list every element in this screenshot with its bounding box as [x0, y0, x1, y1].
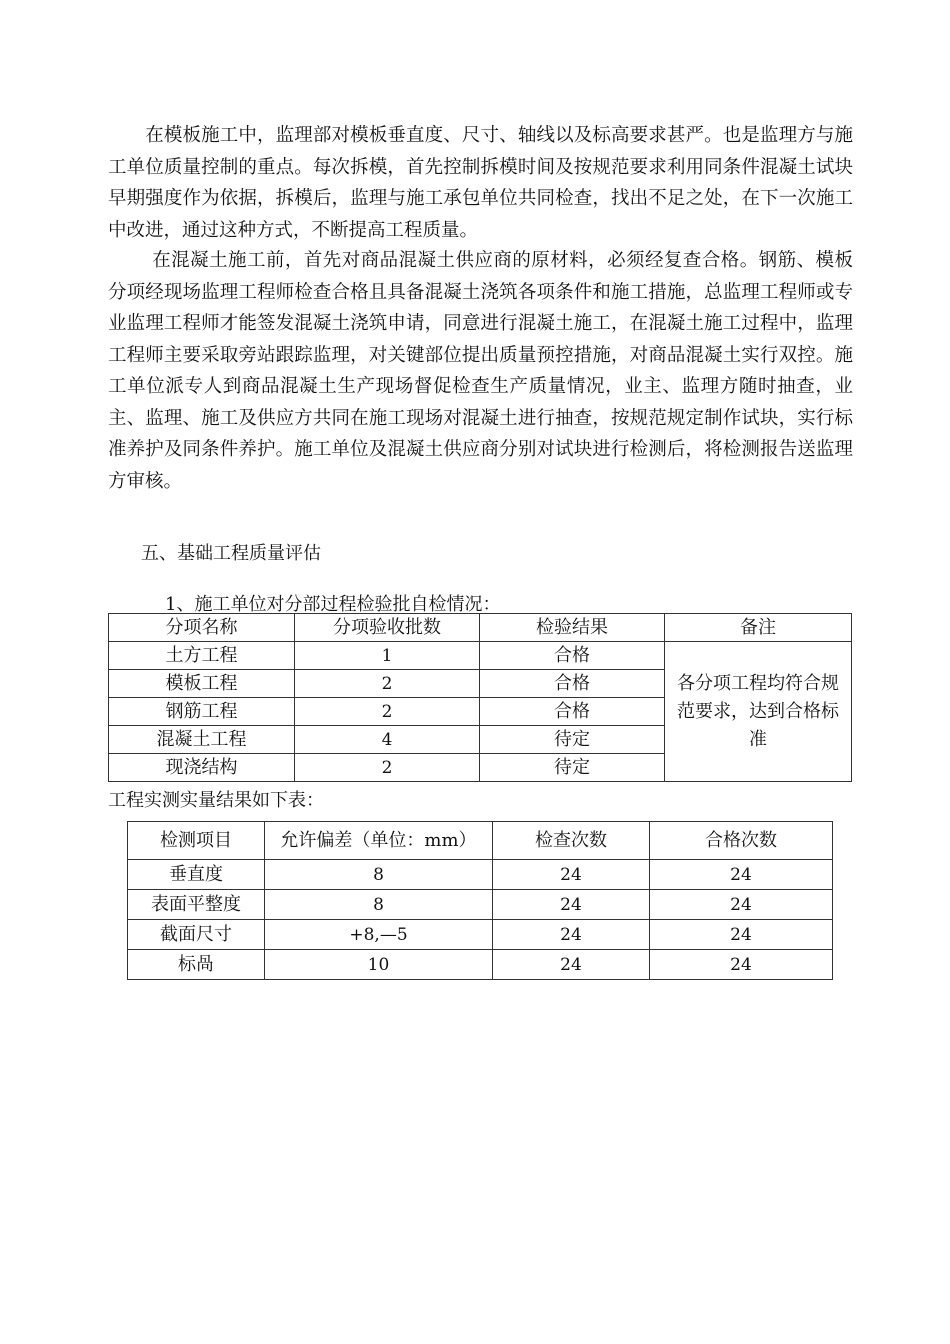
check-item-cell: 标咼	[128, 950, 265, 980]
header-cell: 分项名称	[109, 614, 295, 642]
tolerance-cell: +8,—5	[265, 920, 493, 950]
header-cell: 合格次数	[650, 822, 833, 860]
result-cell: 待定	[480, 754, 665, 782]
result-cell: 合格	[480, 670, 665, 698]
tolerance-cell: 10	[265, 950, 493, 980]
paragraph-formwork: 在模板施工中，监理部对模板垂直度、尺寸、轴线以及标高要求甚严。也是监理方与施工单位质量控制的重点。每次拆模，首先控制拆模时间及按规范要求利用同条件混凝土试块早期强度作为依据，拆模后，监理与施工承包单位共同检查，找出不足之处，在下一次施工中改进，通过这种方式，不断提高工程质量。	[108, 125, 853, 241]
check-count-cell: 24	[493, 920, 650, 950]
pass-count-cell: 24	[650, 950, 833, 980]
result-cell: 待定	[480, 726, 665, 754]
batch-count-cell: 1	[295, 642, 480, 670]
self-inspection-table	[108, 613, 852, 782]
table-row	[128, 890, 833, 920]
check-item-cell: 截面尺寸	[128, 920, 265, 950]
paragraph-concrete: 在混凝土施工前，首先对商品混凝土供应商的原材料，必须经复查合格。钢筋、模板分项经现场监理工程师检查合格且具备混凝土浇筑各项条件和施工措施，总监理工程师或专业监理工程师才能签发混凝土浇筑申请，同意进行混凝土施工，在混凝土施工过程中，监理工程师主要采取旁站跟踪监理，对关键部位提出质量预控措施，对商品混凝土实行双控。施工单位派专人到商品混凝土生产现场督促检查生产质量情况，业主、监理方随时抽查，业主、监理、施工及供应方共同在施工现场对混凝土进行抽查，按规范规定制作试块，实行标准养护及同条件养护。施工单位及混凝土供应商分别对试块进行检测后，将检测报告送监理方审核。	[108, 250, 853, 492]
batch-count-cell: 4	[295, 726, 480, 754]
result-cell: 合格	[480, 698, 665, 726]
result-cell: 合格	[480, 642, 665, 670]
header-cell: 检测项目	[128, 822, 265, 860]
pass-count-cell: 24	[650, 920, 833, 950]
check-count-cell: 24	[493, 950, 650, 980]
tolerance-cell: 8	[265, 860, 493, 890]
check-count-cell: 24	[493, 860, 650, 890]
header-cell: 允许偏差（单位：mm）	[265, 822, 493, 860]
header-cell: 备注	[665, 614, 852, 642]
pass-count-cell: 24	[650, 890, 833, 920]
table-header-row	[128, 822, 833, 860]
item-name-cell: 现浇结构	[109, 754, 295, 782]
table1-caption: 1、施工单位对分部过程检验批自检情况：	[165, 594, 501, 615]
table-row	[128, 920, 833, 950]
check-count-cell: 24	[493, 890, 650, 920]
header-cell: 检验结果	[480, 614, 665, 642]
remark-cell: 各分项工程均符合规范要求，达到合格标准	[665, 642, 852, 782]
table-row	[128, 950, 833, 980]
item-name-cell: 模板工程	[109, 670, 295, 698]
table2-caption: 工程实测实量结果如下表：	[108, 790, 324, 811]
section-title: 五、基础工程质量评估	[141, 543, 321, 564]
item-name-cell: 钢筋工程	[109, 698, 295, 726]
table-row	[128, 860, 833, 890]
measurement-table	[127, 821, 833, 980]
check-item-cell: 表面平整度	[128, 890, 265, 920]
tolerance-cell: 8	[265, 890, 493, 920]
item-name-cell: 土方工程	[109, 642, 295, 670]
header-cell: 分项验收批数	[295, 614, 480, 642]
batch-count-cell: 2	[295, 670, 480, 698]
batch-count-cell: 2	[295, 754, 480, 782]
check-item-cell: 垂直度	[128, 860, 265, 890]
batch-count-cell: 2	[295, 698, 480, 726]
table-row	[109, 642, 852, 670]
pass-count-cell: 24	[650, 860, 833, 890]
header-cell: 检查次数	[493, 822, 650, 860]
table-header-row	[109, 614, 852, 642]
item-name-cell: 混凝土工程	[109, 726, 295, 754]
